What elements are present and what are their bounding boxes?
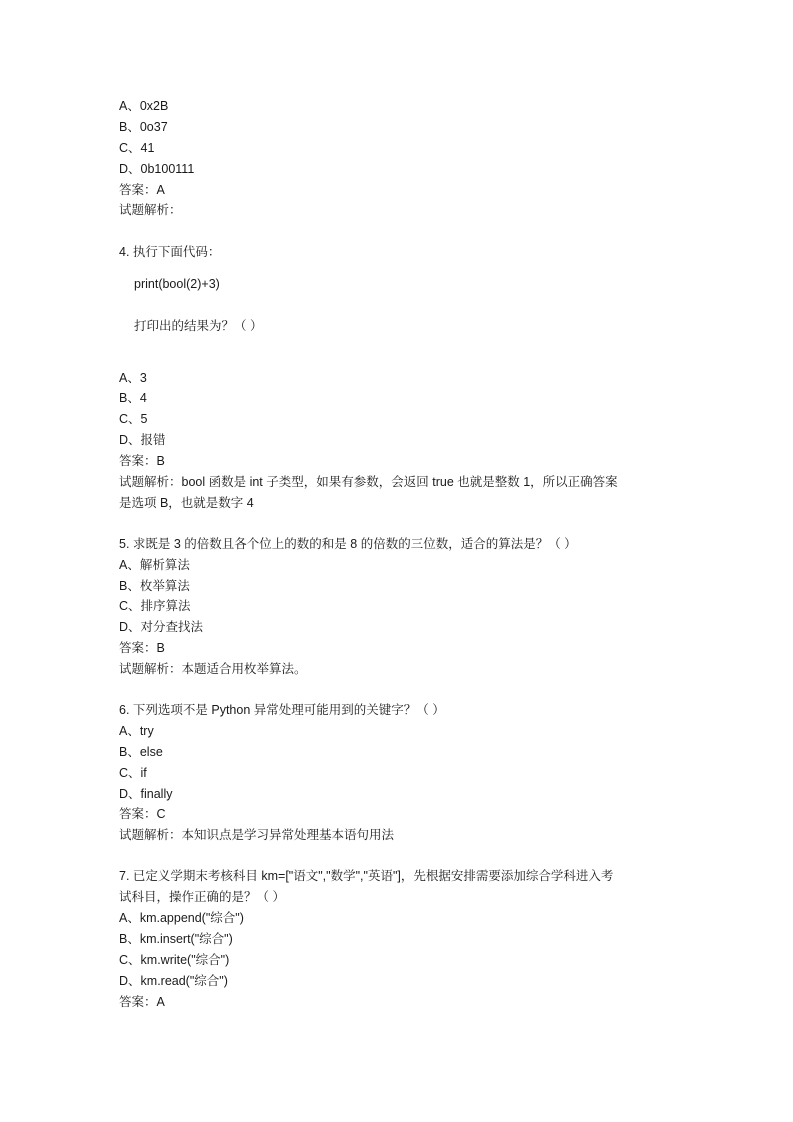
q5-option-c: C、排序算法 [119, 599, 191, 613]
q4-answer: 答案：B [119, 454, 165, 468]
q4-title: 4. 执行下面代码： [119, 245, 221, 259]
q5-explanation: 试题解析：本题适合用枚举算法。 [119, 662, 307, 676]
q3-option-b: B、0o37 [119, 120, 168, 134]
q7-option-b: B、km.insert("综合") [119, 932, 233, 946]
q3-option-a: A、0x2B [119, 99, 169, 113]
q7-option-d: D、km.read("综合") [119, 974, 228, 988]
q3-option-d: D、0b100111 [119, 162, 195, 176]
q7-title-line2: 试科目，操作正确的是？（ ） [119, 890, 285, 904]
q7-title-line1: 7. 已定义学期末考核科目 km=["语文","数学","英语"]，先根据安排需要添加综合学科进入考 [119, 869, 614, 883]
q4-prompt: 打印出的结果为？（ ） [134, 319, 263, 333]
q4-option-d: D、报错 [119, 433, 166, 447]
q6-answer: 答案：C [119, 807, 166, 821]
q4-option-c: C、5 [119, 412, 148, 426]
q4-option-b: B、4 [119, 391, 147, 405]
q7-option-c: C、km.write("综合") [119, 953, 230, 967]
q3-answer: 答案：A [119, 183, 165, 197]
q6-explanation: 试题解析：本知识点是学习异常处理基本语句用法 [119, 828, 395, 842]
q5-title: 5. 求既是 3 的倍数且各个位上的数的和是 8 的倍数的三位数，适合的算法是？（ ） [119, 537, 577, 551]
q7-answer: 答案：A [119, 995, 165, 1009]
q6-option-a: A、try [119, 724, 154, 738]
q4-code: print(bool(2)+3) [134, 277, 220, 291]
q5-option-a: A、解析算法 [119, 558, 190, 572]
q5-option-d: D、对分查找法 [119, 620, 204, 634]
q7-option-a: A、km.append("综合") [119, 911, 244, 925]
q5-option-b: B、枚举算法 [119, 579, 190, 593]
q4-explanation-line1: 试题解析：bool 函数是 int 子类型，如果有参数，会返回 true 也就是整数 1，所以正确答案 [119, 475, 618, 489]
q6-title: 6. 下列选项不是 Python 异常处理可能用到的关键字？（ ） [119, 703, 445, 717]
q6-option-c: C、if [119, 766, 147, 780]
q6-option-d: D、finally [119, 787, 173, 801]
q3-option-c: C、41 [119, 141, 155, 155]
q4-option-a: A、3 [119, 371, 147, 385]
q4-explanation-line2: 是选项 B，也就是数字 4 [119, 496, 254, 510]
q3-explanation: 试题解析： [119, 203, 182, 217]
q5-answer: 答案：B [119, 641, 165, 655]
q6-option-b: B、else [119, 745, 163, 759]
